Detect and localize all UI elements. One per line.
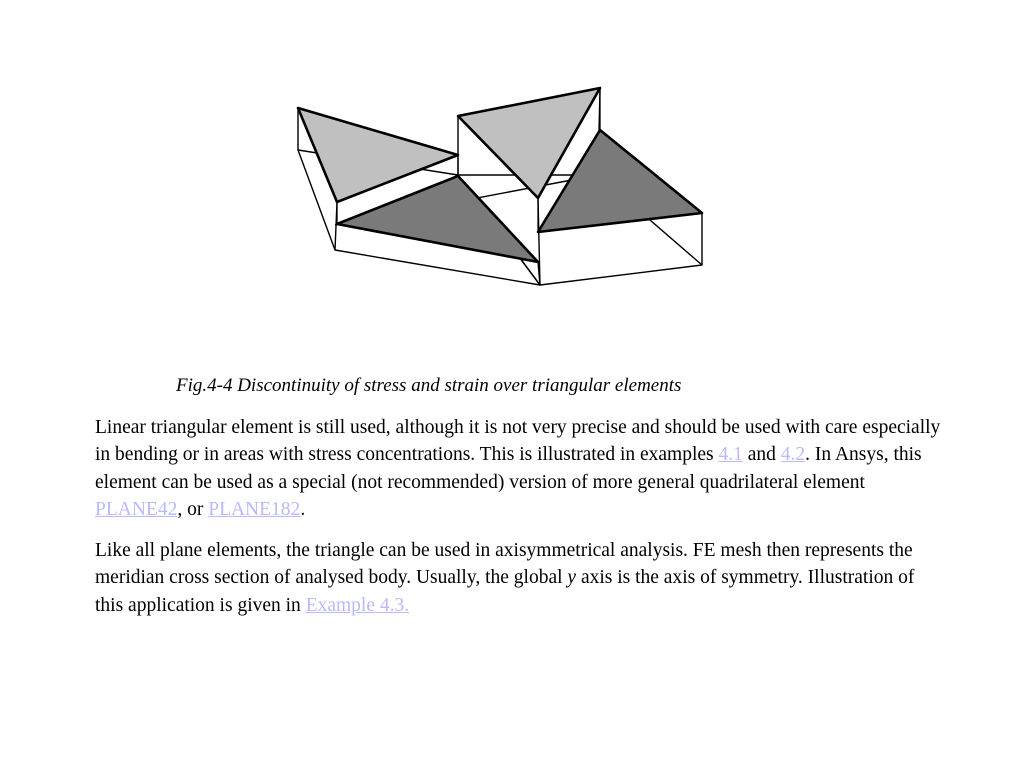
link-example-4-1[interactable]: 4.1 xyxy=(718,444,743,466)
link-example-4-2[interactable]: 4.2 xyxy=(780,444,806,466)
link-example-4-3[interactable]: Example 4.3. xyxy=(305,594,410,616)
para2-text-1: Like all plane elements, the triangle can be used in axisymmetrical analysis. FE mesh then represents the meridian cross section of analysed body. Usually, the global xyxy=(95,540,913,589)
para1-text-4: , or xyxy=(177,498,209,520)
figure-caption: Fig.4-4 Discontinuity of stress and strain over triangular elements xyxy=(176,375,682,396)
para1-text-3: . In Ansys, this element can be used as a special (not recommended) version of more general quadrilateral element xyxy=(95,444,922,493)
link-plane182[interactable]: PLANE182 xyxy=(208,498,301,520)
link-plane42[interactable]: PLANE42 xyxy=(95,498,178,520)
triangular-elements-figure xyxy=(290,80,720,300)
para1-text-1: Linear triangular element is still used, although it is not very precise and should be used with care especially in bending or in areas with stress concentrations. This is illustrated in examples xyxy=(95,417,941,466)
para2-text-2: axis is the axis of symmetry. Illustration of this application is given in xyxy=(95,567,915,616)
paragraph-axisymmetric xyxy=(95,537,945,619)
para1-text-5: . xyxy=(300,498,306,520)
paragraph-triangular-element xyxy=(95,414,945,523)
para1-text-2: and xyxy=(742,444,781,466)
y-axis-symbol: y xyxy=(567,567,577,589)
